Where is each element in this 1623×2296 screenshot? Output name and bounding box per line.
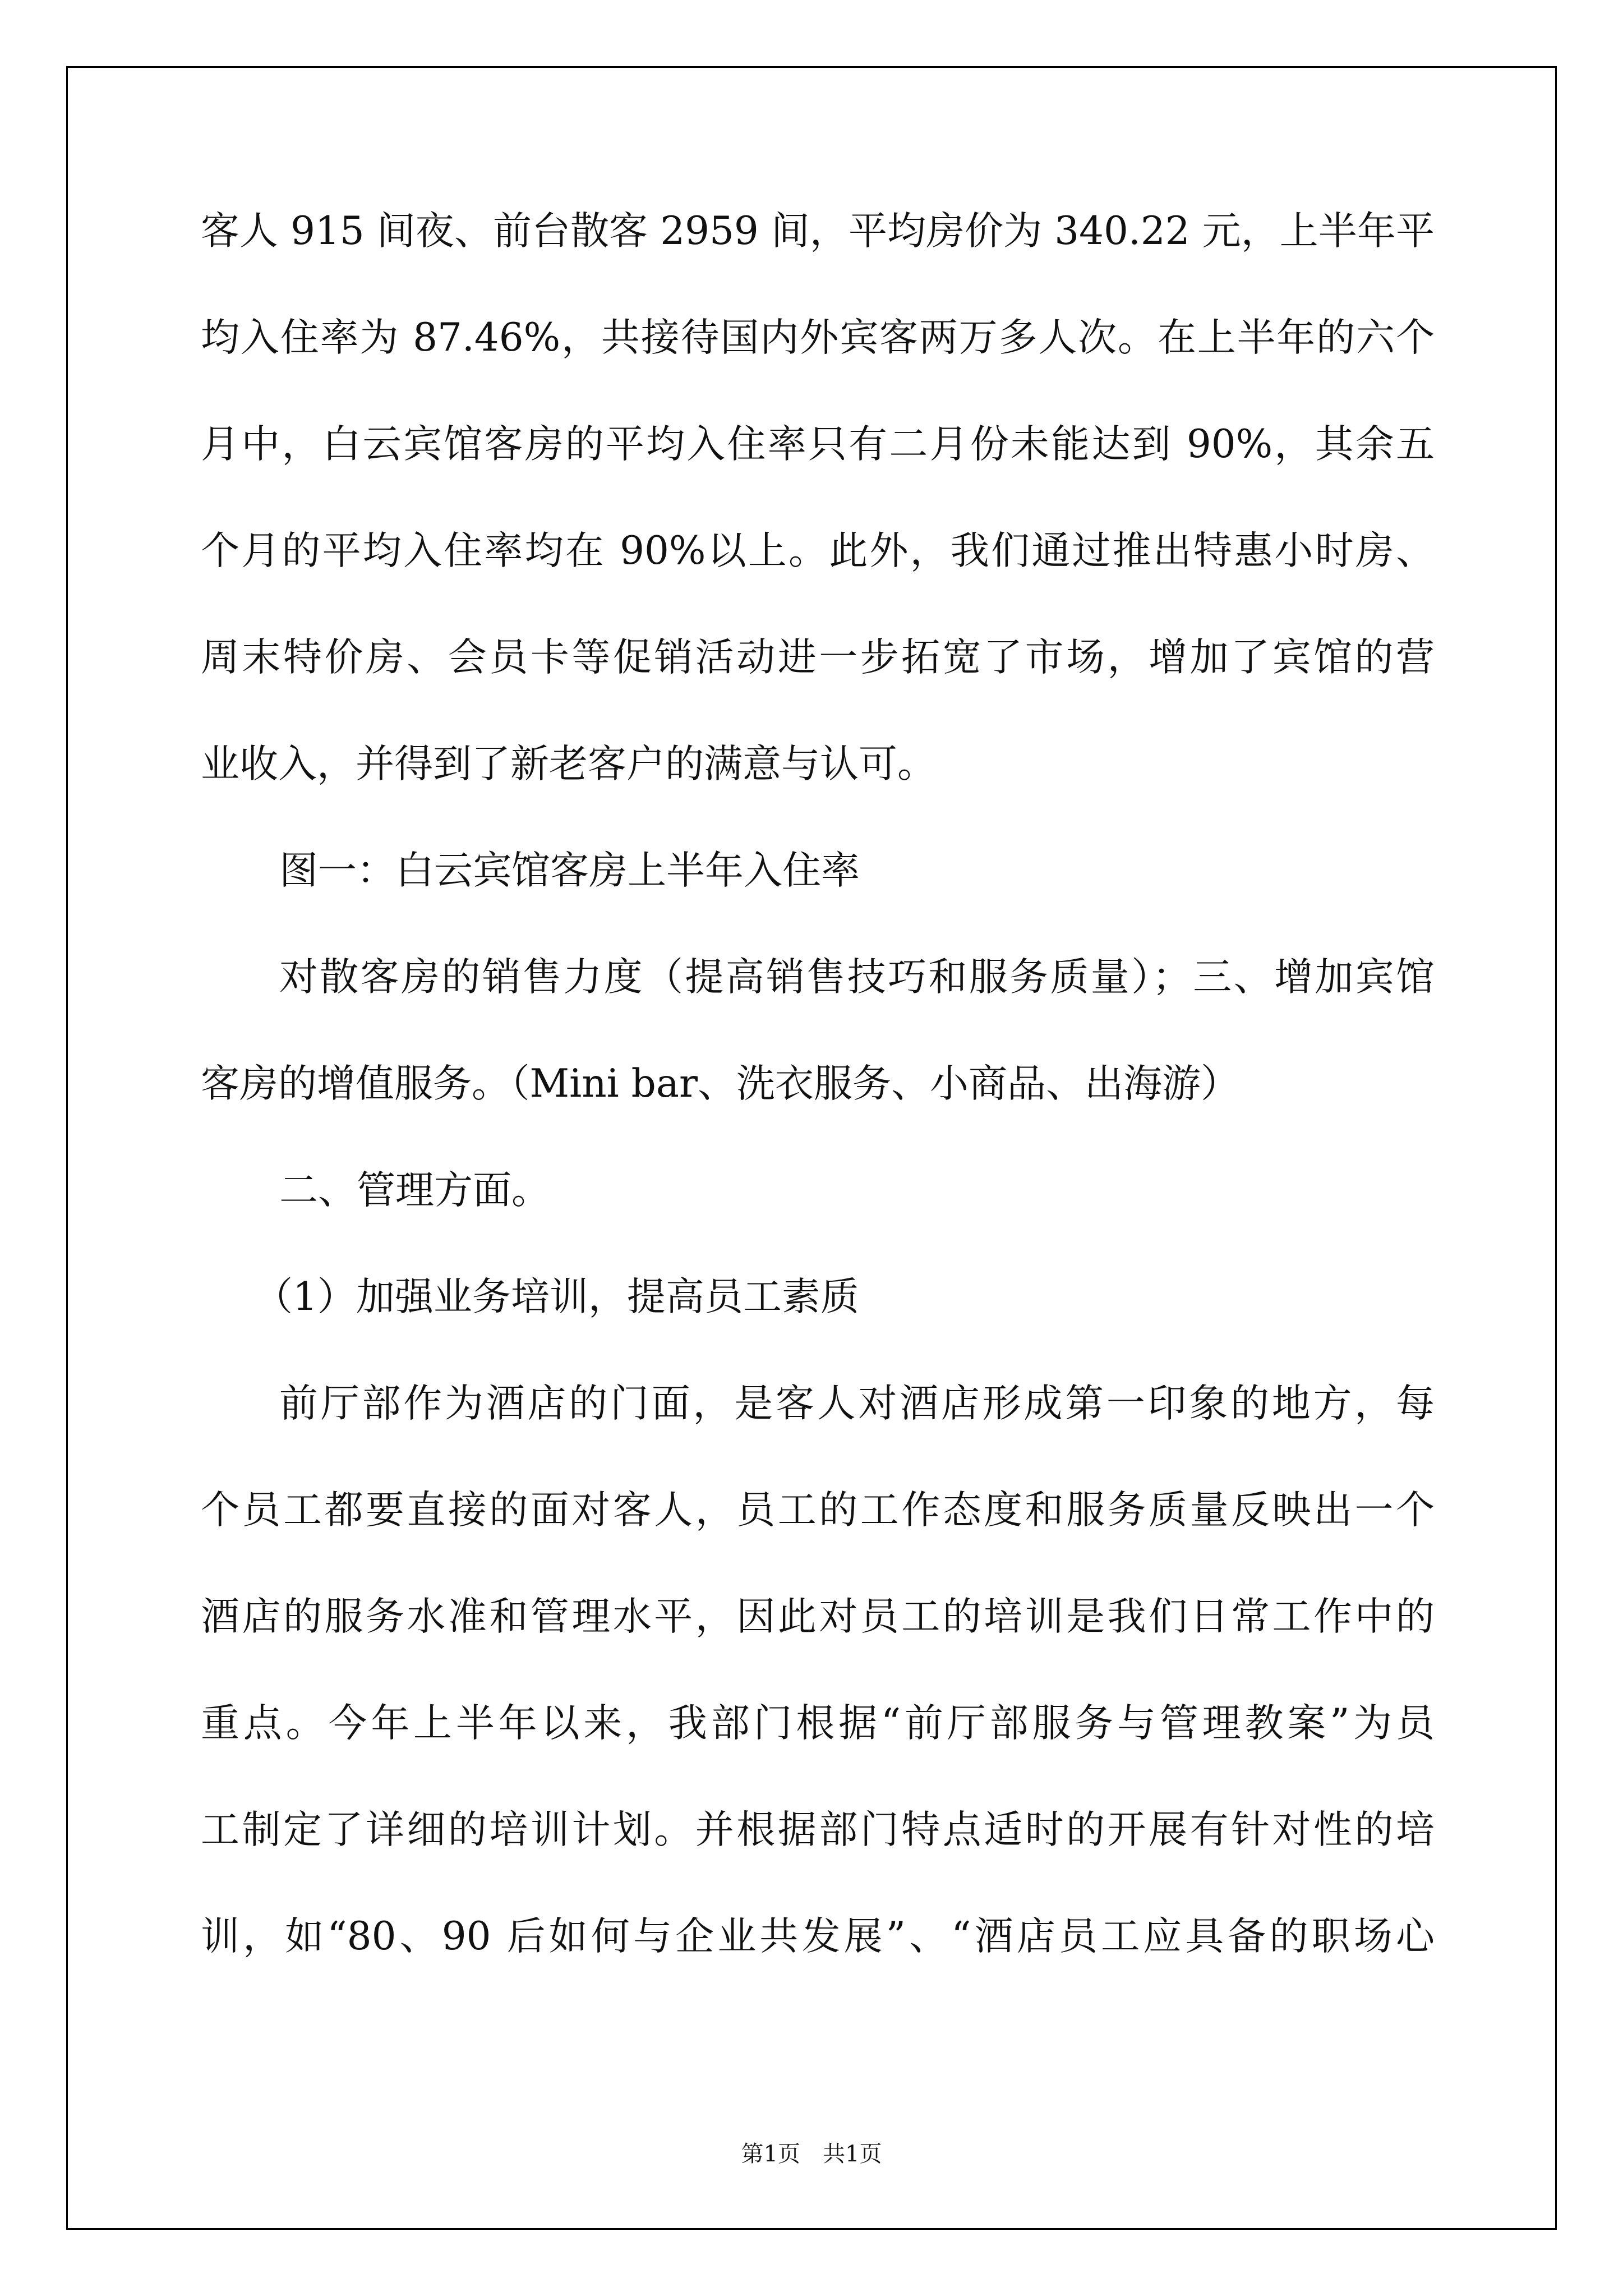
text-line: 均入住率为 87.46%，共接待国内外宾客两万多人次。在上半年的六个: [201, 315, 1435, 360]
text-line: 客人 915 间夜、前台散客 2959 间，平均房价为 340.22 元，上半年平: [201, 209, 1435, 254]
text-line: 客房的增值服务。（Mini bar、洗衣服务、小商品、出海游）: [201, 1061, 1239, 1106]
text-line: 个员工都要直接的面对客人，员工的工作态度和服务质量反映出一个: [201, 1488, 1435, 1533]
text-line: 周末特价房、会员卡等促销活动进一步拓宽了市场，增加了宾馆的营: [201, 635, 1435, 680]
text-line: 酒店的服务水准和管理水平，因此对员工的培训是我们日常工作中的: [201, 1594, 1435, 1639]
text-line: 工制定了详细的培训计划。并根据部门特点适时的开展有针对性的培: [201, 1807, 1435, 1852]
text-line: 对散客房的销售力度（提高销售技巧和服务质量）；三、增加宾馆: [279, 955, 1435, 1000]
text-line: 重点。今年上半年以来，我部门根据“前厅部服务与管理教案”为员: [201, 1701, 1435, 1746]
text-line: 训，如“80、90 后如何与企业共发展”、“酒店员工应具备的职场心: [201, 1914, 1435, 1959]
text-line: 业收入，并得到了新老客户的满意与认可。: [201, 742, 936, 786]
text-line: 个月的平均入住率均在 90%以上。此外，我们通过推出特惠小时房、: [201, 528, 1435, 573]
subsection-heading: （1）加强业务培训，提高员工素质: [254, 1274, 859, 1319]
figure-caption: 图一：白云宾馆客房上半年入住率: [279, 848, 860, 893]
text-line: 前厅部作为酒店的门面，是客人对酒店形成第一印象的地方，每: [279, 1381, 1435, 1426]
text-line: 月中，白云宾馆客房的平均入住率只有二月份未能达到 90%，其余五: [201, 422, 1435, 467]
page-footer: 第1页 共1页: [741, 2141, 882, 2167]
page-border: [66, 66, 1557, 2230]
section-heading: 二、管理方面。: [279, 1168, 550, 1213]
